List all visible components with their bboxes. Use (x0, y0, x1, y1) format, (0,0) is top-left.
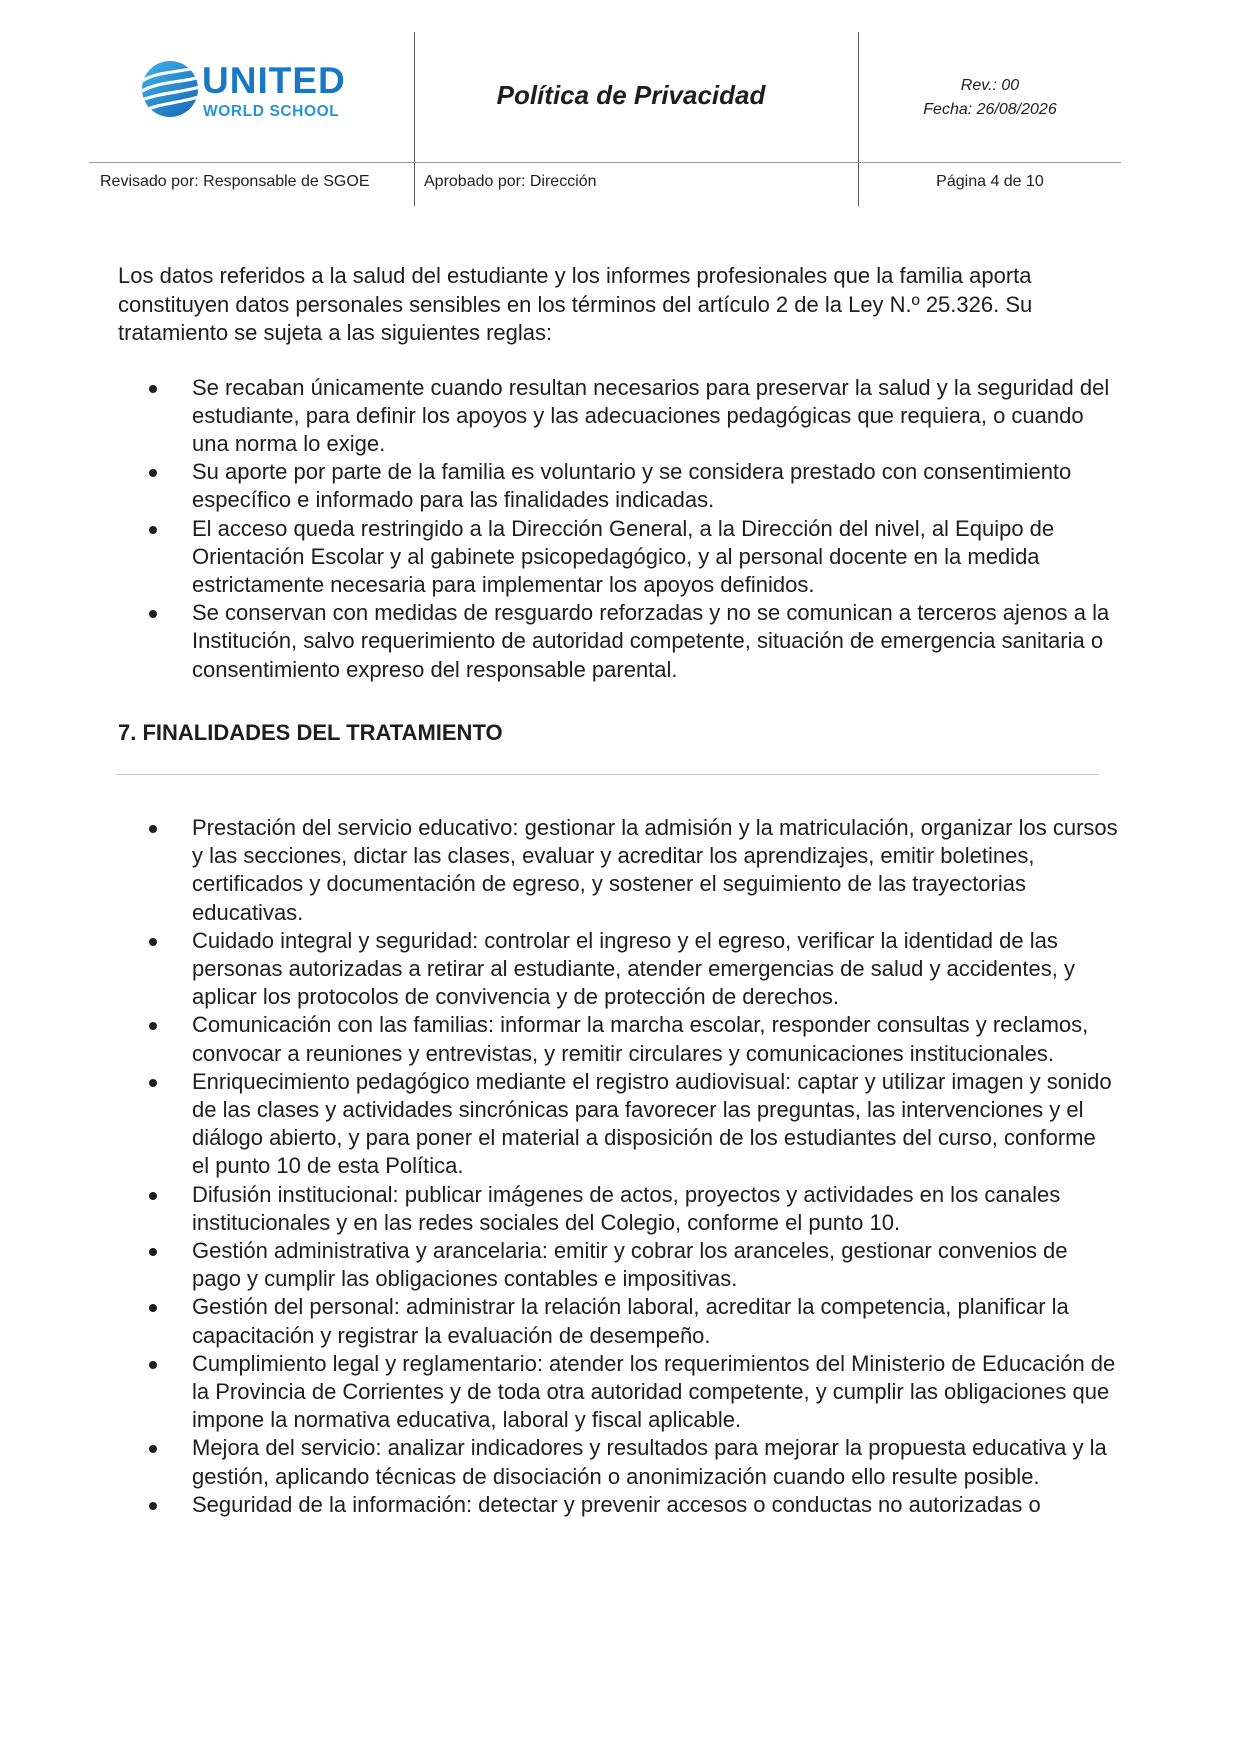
bullet-icon (149, 1079, 157, 1087)
list-item (118, 1181, 1118, 1237)
bullet-icon (149, 825, 157, 833)
list-item (118, 374, 1118, 459)
revision-date: Fecha: 26/08/2026 (923, 101, 1057, 118)
list-item-text: Cuidado integral y seguridad: controlar el ingreso y el egreso, verificar la identidad de las personas autorizadas a retirar al estudiante, atender emergencias de salud y accidentes, y aplicar los protocolos de convivencia y de protección de derechos. (192, 927, 1075, 1010)
list-item-text: El acceso queda restringido a la Dirección General, a la Dirección del nivel, al Equipo de Orientación Escolar y al gabinete psicopedagógico, y al personal docente en la medida estrictamente necesaria para implementar los apoyos definidos. (192, 515, 1055, 597)
bullet-icon (149, 1502, 157, 1510)
list-item-text: Difusión institucional: publicar imágenes de actos, proyectos y actividades en los canales institucionales y en las redes sociales del Colegio, conforme el punto 10. (192, 1181, 1061, 1235)
section-divider (116, 774, 1098, 775)
section-7-content (118, 814, 1118, 1519)
bullet-icon (149, 610, 157, 618)
list-item (118, 515, 1118, 600)
list-item-text: Enriquecimiento pedagógico mediante el registro audiovisual: captar y utilizar imagen y sonido de las clases y actividades sincrónicas para favorecer las preguntas, las intervenciones y el diálogo abierto, y para poner el material a disposición de los estudiantes del curso, conforme el punto 10 de esta Política. (192, 1068, 1112, 1179)
list-item-text: Gestión del personal: administrar la relación laboral, acreditar la competencia, planificar la capacitación y registrar la evaluación de desempeño. (192, 1294, 1069, 1348)
list-item-text: Seguridad de la información: detectar y prevenir accesos o conductas no autorizadas o (192, 1491, 1041, 1517)
list-item-text: Su aporte por parte de la familia es voluntario y se considera prestado con consentimiento específico e informado para las finalidades indicadas. (192, 459, 1072, 513)
page-number: Página 4 de 10 (936, 173, 1044, 190)
globe-icon (140, 59, 200, 119)
bullet-icon (149, 385, 157, 393)
list-item-text: Se conservan con medidas de resguardo reforzadas y no se comunican a terceros ajenos a la Institución, salvo requerimiento de autoridad competente, situación de emergencia sanitaria o consentimiento expreso del responsable parental. (192, 600, 1110, 682)
list-item (118, 927, 1118, 1012)
list-item (118, 1068, 1118, 1181)
list-item (118, 1434, 1118, 1490)
list-item-text: Comunicación con las familias: informar la marcha escolar, responder consultas y reclamos, convocar a reuniones y entrevistas, y remitir circulares y comunicaciones institucionales. (192, 1012, 1089, 1066)
school-logo (140, 59, 360, 129)
header-divider (89, 162, 1121, 163)
list-item-text: Cumplimiento legal y reglamentario: atender los requerimientos del Ministerio de Educación de la Provincia de Corrientes y de toda otra autoridad competente, y cumplir las obligaciones que impone la normativa educativa, laboral y fiscal aplicable. (192, 1350, 1116, 1433)
bullet-icon (149, 526, 157, 534)
intro-paragraph: Los datos referidos a la salud del estudiante y los informes profesionales que la familia aporta constituyen datos personales sensibles en los términos del artículo 2 de la Ley N.º 25.326. Su tratamiento se sujeta a las siguientes reglas: (118, 263, 1033, 345)
list-item-text: Se recaban únicamente cuando resultan necesarios para preservar la salud y la seguridad del estudiante, para definir los apoyos y las adecuaciones pedagógicas que requiera, o cuando una norma lo exige. (192, 374, 1110, 456)
list-item (118, 458, 1118, 514)
list-item (118, 814, 1118, 927)
section-heading: 7. FINALIDADES DEL TRATAMIENTO (118, 720, 503, 745)
reviewed-by: Revisado por: Responsable de SGOE (100, 173, 370, 190)
revision-block (859, 74, 1121, 122)
list-item (118, 1491, 1118, 1519)
list-item-text: Prestación del servicio educativo: gestionar la admisión y la matriculación, organizar los cursos y las secciones, dictar las clases, evaluar y acreditar los aprendizajes, emitir boletines, certificados y documentación de egreso, y sostener el seguimiento de las trayectorias educativas. (192, 815, 1118, 925)
bullet-icon (149, 1304, 157, 1312)
list-item (118, 599, 1118, 684)
approved-by: Aprobado por: Dirección (424, 173, 597, 190)
purposes-list (118, 814, 1118, 1519)
list-item-text: Gestión administrativa y arancelaria: emitir y cobrar los aranceles, gestionar convenios de pago y cumplir las obligaciones contables e impositivas. (192, 1238, 1068, 1292)
list-item (118, 1237, 1118, 1293)
bullet-icon (149, 1445, 157, 1453)
logo-text-united: UNITED (202, 60, 346, 101)
bullet-icon (149, 1192, 157, 1200)
bullet-icon (149, 1022, 157, 1030)
document-title: Política de Privacidad (496, 80, 766, 110)
bullet-icon (149, 1361, 157, 1369)
health-rules-list (118, 374, 1118, 684)
list-item (118, 1350, 1118, 1435)
logo-text-world-school: WORLD SCHOOL (203, 103, 340, 120)
list-item (118, 1011, 1118, 1067)
header-divider (414, 32, 415, 206)
document-header (89, 32, 1121, 206)
bullet-icon (149, 938, 157, 946)
bullet-icon (149, 1248, 157, 1256)
list-item (118, 1293, 1118, 1349)
bullet-icon (149, 469, 157, 477)
revision-number: Rev.: 00 (960, 77, 1020, 94)
list-item-text: Mejora del servicio: analizar indicadores y resultados para mejorar la propuesta educativa y la gestión, aplicando técnicas de disociación o anonimización cuando ello resulte posible. (192, 1435, 1107, 1489)
section-6-content (118, 262, 1118, 684)
